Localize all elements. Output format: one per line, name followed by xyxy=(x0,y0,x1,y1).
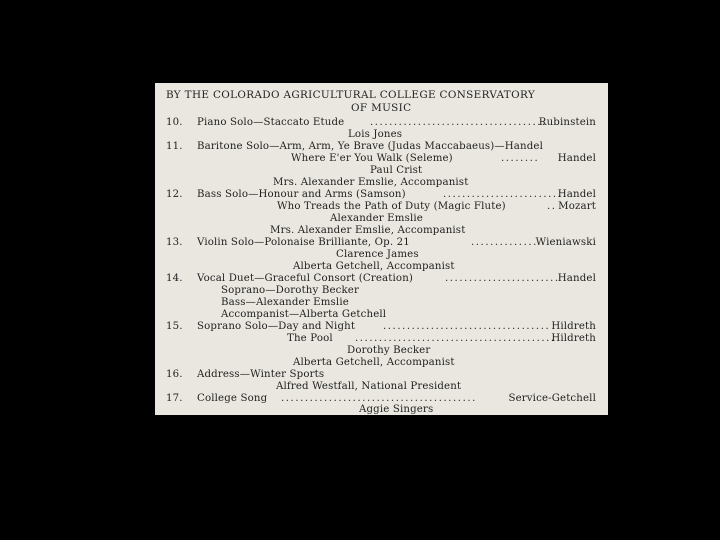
item-subcomposer: Handel xyxy=(557,153,596,164)
item-title: Address—Winter Sports xyxy=(197,369,325,380)
item-composer: Service-Getchell xyxy=(508,393,596,404)
accompanist-line: Accompanist—Alberta Getchell xyxy=(221,309,387,320)
performer-line: Bass—Alexander Emslie xyxy=(221,297,349,308)
item-composer: Handel xyxy=(557,189,596,200)
leader-dots: ........ xyxy=(501,153,540,164)
performer-line: Alexander Emslie xyxy=(330,213,423,224)
item-composer: Hildreth xyxy=(551,321,596,332)
item-title: Piano Solo—Staccato Etude xyxy=(197,117,345,128)
item-number: 14. xyxy=(166,273,183,284)
item-number: 10. xyxy=(166,117,183,128)
leader-dots: .............. xyxy=(471,237,538,248)
performer-line: Soprano—Dorothy Becker xyxy=(221,285,360,296)
item-composer: Wieniawski xyxy=(535,237,596,248)
accompanist-line: Mrs. Alexander Emslie, Accompanist xyxy=(270,225,466,236)
leader-dots: ......................................... xyxy=(281,393,477,404)
performer-line: Dorothy Becker xyxy=(347,345,431,356)
header-line-2: OF MUSIC xyxy=(351,102,412,114)
accompanist-line: Alberta Getchell, Accompanist xyxy=(293,357,455,368)
item-subtitle: The Pool xyxy=(287,333,333,344)
item-title: College Song xyxy=(197,393,268,404)
item-subtitle: Where E'er You Walk (Seleme) xyxy=(291,153,453,164)
leader-dots: ................................... xyxy=(383,321,551,332)
item-title: Violin Solo—Polonaise Brilliante, Op. 21 xyxy=(197,237,410,248)
performer-line: Clarence James xyxy=(336,249,419,260)
item-number: 15. xyxy=(166,321,183,332)
item-title: Baritone Solo—Arm, Arm, Ye Brave (Judas Maccabaeus)—Handel xyxy=(197,141,543,152)
item-subtitle: Who Treads the Path of Duty (Magic Flute) xyxy=(277,201,506,212)
program-page xyxy=(155,83,608,415)
leader-dots: ......................... xyxy=(443,189,563,200)
leader-dots: .. xyxy=(547,201,557,212)
item-title: Bass Solo—Honour and Arms (Samson) xyxy=(197,189,406,200)
item-title: Soprano Solo—Day and Night xyxy=(197,321,356,332)
item-number: 12. xyxy=(166,189,183,200)
leader-dots: .......................................... xyxy=(355,333,556,344)
item-composer: Rubinstein xyxy=(538,117,596,128)
leader-dots: ..................................... xyxy=(370,117,547,128)
performer-line: Paul Crist xyxy=(370,165,423,176)
header-line-1: BY THE COLORADO AGRICULTURAL COLLEGE CONSERVATORY xyxy=(166,89,536,101)
accompanist-line: Mrs. Alexander Emslie, Accompanist xyxy=(273,177,469,188)
item-number: 11. xyxy=(166,141,183,152)
item-subcomposer: Hildreth xyxy=(551,333,596,344)
item-number: 13. xyxy=(166,237,183,248)
item-number: 16. xyxy=(166,369,183,380)
leader-dots: ........................ xyxy=(445,273,560,284)
performer-line: Alfred Westfall, National President xyxy=(276,381,462,392)
item-number: 17. xyxy=(166,393,183,404)
item-title: Vocal Duet—Graceful Consort (Creation) xyxy=(197,273,414,284)
performer-line: Aggie Singers xyxy=(359,404,434,415)
item-subcomposer: Mozart xyxy=(558,201,596,212)
performer-line: Lois Jones xyxy=(348,129,403,140)
item-composer: Handel xyxy=(557,273,596,284)
accompanist-line: Alberta Getchell, Accompanist xyxy=(293,261,455,272)
